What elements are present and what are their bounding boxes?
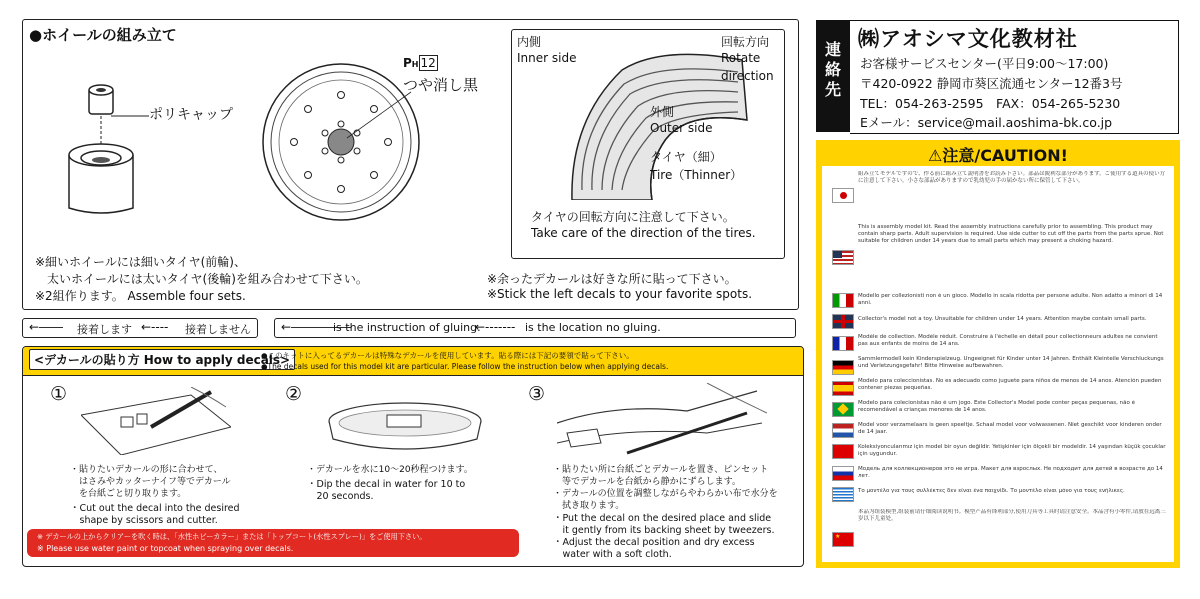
caution-fr: Modèle de collection. Modèle réduit. Construire à l'échelle en détail pour collectionneurs adultes ne convient pas aux enfants de moins de 14 ans. — [858, 334, 1158, 347]
step1-en-1: ・Cut out the decal into the desired — [70, 503, 240, 514]
contact-label-bar — [816, 20, 850, 132]
company-name: ㈱アオシマ文化教材社 — [858, 27, 1078, 51]
caution-es: Modelo para coleccionistas. No es adecuado como juguete para niños de menos de 14 anos. Atención pueden contener piezas pequeñas. — [858, 378, 1162, 391]
step3-en-4: water with a soft cloth. — [553, 549, 672, 560]
step1-jp-1: ・貼りたいデカールの形に合わせて、 — [70, 465, 223, 475]
flag-china-icon: ★ — [832, 532, 854, 547]
step3-jp-2: 等でデカールを台紙から静かにずらします。 — [553, 477, 741, 487]
polycap-illustration — [63, 80, 153, 215]
tire-note-jp: タイヤの回転方向に注意して下さい。 — [531, 210, 735, 224]
flag-germany-icon — [832, 360, 854, 375]
noglue-arrow-en-icon: ←------- — [475, 320, 516, 334]
note2-en: ※Stick the left decals to your favorite spots. — [487, 287, 753, 301]
step1-number: ① — [50, 383, 68, 405]
flag-france-icon — [832, 336, 854, 351]
step1-en-2: shape by scissors and cutter. — [70, 515, 218, 526]
polycap-label: ポリキャップ — [149, 107, 233, 123]
paint-code-badge: PH 12 — [403, 56, 436, 70]
step3-number: ③ — [528, 383, 546, 405]
decal-notice-en: ●The decals used for this model kit are particular. Please follow the instruction below when applying decals. — [261, 362, 669, 371]
address: 〒420-0922 静岡市葵区流通センター12番3号 — [860, 76, 1123, 91]
caution-it: Modello per collezionisti non è un gioco. Modello in scala ridotta per persone adulte. Non adatto a minori di 14 anni. — [858, 293, 1163, 306]
flag-japan-icon — [832, 188, 854, 203]
noglue-en-label: is the location no gluing. — [525, 321, 661, 334]
caution-cn: 本品为组装模型,组装前请仔细阅读说明书。模型产品有锋利部分,使用刀具等工具时请注意安全。本品含有小零件,请放在远离三岁以下儿童处。 — [858, 509, 1166, 522]
phone-fax: TEL：054-263-2595 FAX：054-265-5230 — [860, 96, 1121, 111]
glue-legend-en — [274, 318, 796, 338]
service-center: お客様サービスセンター(平日9:00～17:00) — [860, 56, 1109, 71]
assembly-heading: ●ホイールの組み立て — [29, 26, 177, 44]
step1-jp-3: を台紙ごと切り取ります。 — [70, 489, 187, 499]
caution-ru: Модель для коллекционеров это не игра. Макет для взрослых. Не подходит для детей в возрасте до 14 лет. — [858, 466, 1163, 479]
decal-warning-box — [27, 529, 519, 557]
tire-direction-box — [511, 29, 785, 259]
rotate-jp: 回転方向 — [721, 35, 770, 49]
flag-italy-icon — [832, 293, 854, 308]
flag-greece-icon — [832, 487, 854, 502]
decal-warning-en: ※ Please use water paint or topcoat when spraying over decals. — [37, 544, 294, 553]
step2-number: ② — [285, 383, 303, 405]
caution-panel — [816, 140, 1180, 568]
decal-header: <デカールの貼り方 How to apply decals> — [29, 349, 295, 370]
inner-jp: 内側 — [517, 35, 542, 49]
decal-notice-jp: ●このキットに入ってるデカールは特殊なデカールを使用しています。貼る際には下記の要領で貼って下さい。 — [261, 351, 634, 360]
note1-jp-2: 太いホイールには太いタイヤ(後輪)を組み合わせて下さい。 — [35, 272, 368, 286]
caution-nl: Model voor verzamelaars is geen speeltje. Schaal model voor volwassenen. Niet geschikt voor kinderen onder de 14 jaar. — [858, 422, 1162, 435]
step2-jp: ・デカールを水に10～20秒程つけます。 — [307, 465, 473, 475]
step3-en-1: ・Put the decal on the desired place and slide — [553, 513, 772, 524]
caution-jp: 組み立てモデルですので、作る前に組み立て説明書をお読み下さい。部品は鋭利な部分があります。ご使用する道具の使い方に注意して下さい。小さな部品がありますので乳幼児の手の届かない所に保管して下さい。 — [858, 171, 1166, 184]
step1-jp-2: はさみやカッターナイフ等でデカール — [70, 477, 231, 487]
glue-en-label: is the instruction of gluing. — [333, 321, 481, 334]
step3-jp-1: ・貼りたい所に台紙ごとデカールを置き、ピンセット — [553, 465, 769, 475]
contact-label: 連絡先 — [824, 40, 841, 99]
decal-warning-jp: ※ デカールの上からクリアーを吹く時は、「水性ホビーカラー」または「トップコート(水性スプレー)」をご使用下さい。 — [37, 532, 427, 541]
step1-illustration — [81, 387, 231, 455]
wheel-illustration — [261, 62, 421, 222]
caution-title: ⚠注意/CAUTION! — [928, 146, 1068, 165]
step3-jp-3: ・デカールの位置を調整しながらやわらかい布で水分を — [553, 489, 778, 499]
rotate-en-2: direction — [721, 69, 774, 83]
glue-legend-jp — [22, 318, 258, 338]
flag-turkey-icon — [832, 444, 854, 459]
step2-en-2: 20 seconds. — [307, 491, 374, 502]
decal-panel — [22, 346, 804, 567]
step3-illustration — [557, 383, 767, 459]
note2-jp: ※余ったデカールは好きな所に貼って下さい。 — [487, 272, 737, 286]
outer-jp: 外側 — [650, 105, 675, 119]
glue-arrow-icon: ←―― — [29, 320, 64, 334]
step3-en-2: it gently from its backing sheet by tweezers. — [553, 525, 775, 536]
caution-de: Sammlermodell kein Kinderspielzeug. Ungeeignet für Kinder unter 14 Jahren. Enthält Kleinteile Verschluckungs und Verletzungsgefahr! Bitte Hinweise aufbewahren. — [858, 356, 1164, 369]
caution-tr: Koleksiyoncularımız için model bir oyun değildir. Yetişkinler için ölçekli bir modeldir. 14 yaşından küçük çocuklar için uygundur. — [858, 444, 1166, 457]
paint-code: 12 — [420, 56, 436, 70]
step2-en-1: ・Dip the decal in water for 10 to — [307, 479, 466, 490]
caution-body — [822, 166, 1174, 562]
caution-en2: Collector's model not a toy. Unsuitable for children under 14 years. Attention maybe contain small parts. — [858, 316, 1147, 322]
contact-info — [850, 20, 1179, 134]
noglue-arrow-icon: ←---- — [141, 320, 169, 334]
tire-jp: タイヤ（細） — [650, 150, 722, 164]
step3-en-3: ・Adjust the decal position and dry excess — [553, 537, 755, 548]
flag-netherlands-icon — [832, 423, 854, 438]
caution-en: This is assembly model kit. Read the assembly instructions carefully prior to assembling. This product may contain sharp parts. Adult supervision is required. Use side cutter to cut off the parts from the parts sprue. Not suitable for children under 14 years due to small parts which may present a choking hazard. — [858, 224, 1164, 244]
flag-spain-icon — [832, 381, 854, 396]
caution-pt: Modelo para colecionistas não é um jogo. Este Collector's Model pode conter peças pequenas, não é recomendável a crianças menores de 14 anos. — [858, 400, 1136, 413]
paint-name: つや消し黒 — [403, 76, 479, 94]
flag-usa-icon — [832, 250, 854, 265]
note1-en: ※2組作ります。 Assemble four sets. — [35, 289, 246, 303]
flag-russia-icon — [832, 466, 854, 481]
step2-illustration — [325, 399, 485, 455]
glue-jp-label: 接着します — [77, 323, 132, 336]
outer-en: Outer side — [650, 121, 713, 135]
note1-jp-1: ※細いホイールには細いタイヤ(前輪)、 — [35, 255, 246, 269]
flag-brazil-icon — [832, 402, 854, 417]
inner-en: Inner side — [517, 51, 577, 65]
rotate-en-1: Rotate — [721, 51, 761, 65]
step3-jp-4: 拭き取ります。 — [553, 501, 625, 511]
email: Eメール：service@mail.aoshima-bk.co.jp — [860, 115, 1113, 130]
caution-gr: Το μοντέλο για τους συλλέκτες δεν είναι ένα παιχνίδι. Το μοντέλο είναι μόνο για τους ενήλικες. — [858, 488, 1125, 494]
noglue-jp-label: 接着しません — [185, 323, 251, 336]
glue-arrow-en-icon: ←――――― — [281, 320, 352, 334]
tire-en: Tire（Thinner） — [650, 168, 743, 182]
polycap-arrow — [111, 110, 151, 122]
tire-note-en: Take care of the direction of the tires. — [531, 226, 756, 240]
flag-uk-icon — [832, 314, 854, 329]
wheel-assembly-panel — [22, 19, 799, 310]
decal-header-bar — [23, 347, 803, 376]
